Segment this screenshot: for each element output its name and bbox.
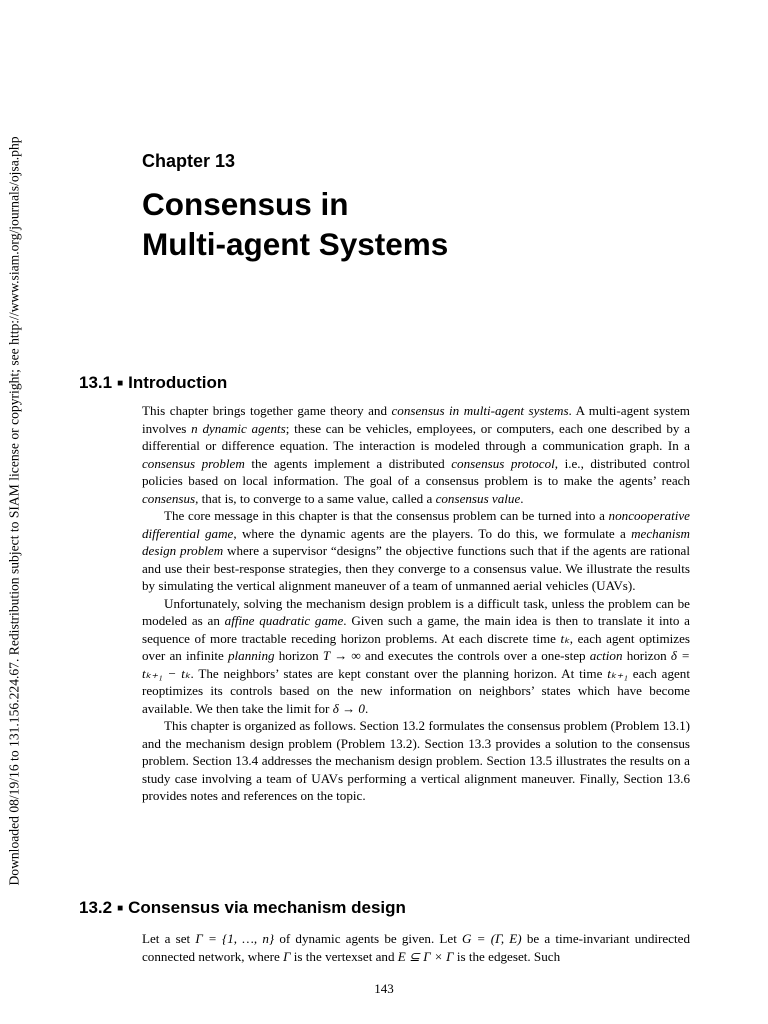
section-heading-introduction [79,372,227,395]
text-run: . The neighbors’ states are kept constant over the planning horizon. At time [190,665,608,681]
section-number: 13.2 [79,898,113,917]
intro-paragraph-2 [142,507,690,595]
math-expression: Γ = {1, …, n} [195,931,275,946]
text-run: and executes the controls over a one-step [360,648,590,663]
text-run: the agents implement a distributed [244,455,452,471]
text-run: is the edgeset. Such [453,948,561,964]
download-notice-sidebar [4,118,26,904]
intro-paragraph-3 [142,595,690,718]
math-expression: E ⊆ Γ × Γ [397,948,454,964]
text-run: . [520,490,524,506]
section-title: Introduction [128,373,228,392]
text-run: . A multi-agent system involves [142,403,690,436]
mechanism-design-body [142,930,690,965]
emphasis: action [589,648,623,663]
emphasis: consensus protocol [451,455,555,471]
math-expression: tₖ [560,630,570,646]
emphasis: n dynamic agents [191,420,286,436]
math-expression: tₖ₊₁ [607,665,628,681]
text-run: is the vertexset and [290,948,398,964]
text-run: , that is, to converge to a same value, called a [195,490,436,506]
introduction-body [142,402,690,805]
chapter-title-line-1: Consensus in [142,186,349,222]
mechanism-paragraph-1 [142,930,690,965]
math-expression: Γ [283,948,291,964]
text-run: , where the dynamic agents are the players. To do this, we formulate a [233,525,632,541]
page-number: 143 [374,981,394,996]
download-notice: Downloaded 08/19/16 to 131.156.224.67. Redistribution subject to SIAM license or copyright; see http://www.siam.org/journals/ojsa.php [7,136,22,886]
math-expression: T → ∞ [322,648,361,663]
intro-paragraph-4: This chapter is organized as follows. Section 13.2 formulates the consensus problem (Problem 13.1) and the mechanism design problem (Problem 13.2). Section 13.3 provides a solution to the consensus problem. Section 13.4 addresses the mechanism design problem. Section 13.5 illustrates the results on a study case involving a team of UAVs performing a vertical alignment maneuver. Finally, Section 13.6 provides notes and references on the topic. [142,718,690,803]
section-heading-consensus-via-mechanism-design [79,897,406,920]
text-run: This chapter brings together game theory and [142,403,392,418]
emphasis: noncooperative differential game [142,508,690,541]
math-expression: G = (Γ, E) [462,931,522,946]
chapter-title [142,184,702,264]
text-run: where a supervisor “designs” the objective functions such that if the agents are rational and use their best-response strategies, then they converge to a consensus value. We illustrate the results by simulating the vertical alignment maneuver of a team of unmanned aerial vehicles (UAVs). [142,543,690,593]
text-run: horizon [274,648,323,663]
text-run: horizon [622,648,671,663]
text-run: each agent reoptimizes its controls based on the new information on neighbors’ states which have become available. We then take the limit for [142,665,690,716]
math-expression: δ → 0 [332,700,365,716]
text-run: be a time-invariant undirected connected network, where [142,931,690,964]
text-run: ; these can be vehicles, employees, or computers, each one described by a differential or difference equation. The interaction is modeled through a communication graph. In a [142,420,691,453]
emphasis: affine quadratic game [224,613,344,628]
emphasis: consensus value [435,490,521,506]
emphasis: consensus problem [142,455,245,471]
emphasis: mechanism design problem [142,525,691,558]
intro-paragraph-1 [142,402,690,507]
text-run: Unfortunately, solving the mechanism design problem is a difficult task, unless the problem can be modeled as an [142,595,690,628]
section-separator: ■ [117,378,124,389]
text-run: , i.e., distributed control policies based on local information. The goal of a consensus problem is to make the agents’ reach [142,455,690,488]
text-run: . [364,700,369,716]
emphasis: planning [227,648,275,663]
text-run: Let a set [142,931,196,946]
math-expression: δ = tₖ₊₁ − tₖ [142,648,690,681]
emphasis: consensus [142,490,196,506]
section-separator: ■ [117,903,124,914]
chapter-label: Chapter 13 [142,151,236,171]
section-title: Consensus via mechanism design [128,898,406,917]
text-run: The core message in this chapter is that the consensus problem can be turned into a [164,508,609,523]
text-run: , each agent optimizes over an infinite [142,630,690,663]
section-number: 13.1 [79,373,113,392]
emphasis: consensus in multi-agent systems [391,403,569,418]
text-run: of dynamic agents be given. Let [274,931,463,946]
text-run: . Given such a game, the main idea is then to translate it into a sequence of more tractable receding horizon problems. At each discrete time [142,613,690,646]
chapter-title-line-2: Multi-agent Systems [142,226,449,262]
